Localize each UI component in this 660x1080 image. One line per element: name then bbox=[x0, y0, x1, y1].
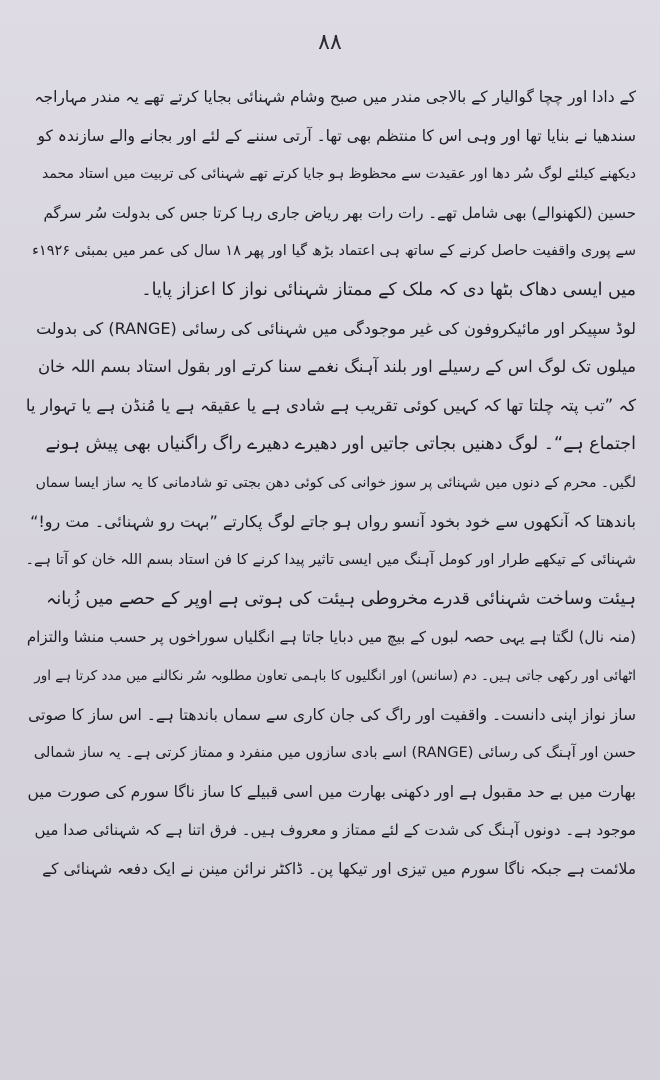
text-line: بھارت میں بے حد مقبول ہے اور دکھنی بھارت میں اسی قبیلے کا ساز ناگا سورم کی صورت میں bbox=[27, 782, 636, 801]
text-line: اجتماع ہے“۔ لوگ دھنیں بجاتی جاتیں اور دھیرے دھیرے راگ راگنیاں بھی پیش ہونے bbox=[45, 434, 636, 455]
text-line: سندھیا نے بنایا تھا اور وہی اس کا منتظم بھی تھا۔ آرتی سننے کے لئے اور بجانے والے سازندہ کو bbox=[37, 126, 636, 145]
text-line: (منہ نال) لگتا ہے یہی حصہ لبوں کے بیچ میں دبایا جاتا ہے انگلیاں سوراخوں پر حسب منشا والتزام bbox=[26, 628, 636, 647]
text-line: کے دادا اور چچا گوالیار کے بالاجی مندر میں صبح وشام شہنائی بجایا کرتے تھے یہ مندر مہاراجہ bbox=[34, 88, 636, 106]
page-text bbox=[26, 78, 636, 888]
text-line: شہنائی کے تیکھے طرار اور کومل آہنگ میں ایسی تاثیر پیدا کرنے کا فن استاد بسم اللہ خان کو آتا ہے۔ bbox=[26, 552, 636, 569]
text-line: کہ ”تب پتہ چلتا تھا کہ کہیں کوئی تقریب ہے شادی ہے یا عقیقہ ہے یا مُنڈن ہے یا تہوار یا bbox=[26, 395, 636, 415]
text-line: دیکھنے کیلئے لوگ سُر دھا اور عقیدت سے محظوظ ہو جایا کرتے تھے شہنائی کی تربیت میں استاد محمد bbox=[42, 166, 636, 183]
text-line: حسین (لکھنوالے) بھی شامل تھے۔ رات رات بھر ریاض جاری رہا کرتا جس کی بدولت سُر سرگم bbox=[43, 203, 636, 222]
text-line: ساز نواز اپنی دانست۔ واقفیت اور راگ کی جان کاری سے سماں باندھتا ہے۔ اس ساز کا صوتی bbox=[28, 705, 636, 724]
page-number: ۸۸ bbox=[318, 30, 342, 55]
section-heading-line: ہیئت وساخت شہنائی قدرے مخروطی ہیئت کی ہوتی ہے اوپر کے حصے میں زُبانہ bbox=[46, 588, 636, 609]
text-line: لوڈ سپیکر اور مائیکروفون کی غیر موجودگی میں شہنائی کی رسائی (RANGE) کی بدولت bbox=[36, 318, 636, 338]
text-line: ملائمت ہے جبکہ ناگا سورم میں تیزی اور تیکھا پن۔ ڈاکٹر نرائن مینن نے ایک دفعہ شہنائی کے bbox=[42, 859, 636, 878]
text-line: حسن اور آہنگ کی رسائی (RANGE) اسے بادی سازوں میں منفرد و ممتاز کرتی ہے۔ یہ ساز شمالی bbox=[33, 745, 636, 762]
text-line: میلوں تک لوگ اس کے رسیلے اور بلند آہنگ نغمے سنا کرتے اور بقول استاد بسم اللہ خان bbox=[37, 357, 636, 377]
text-line: باندھتا کہ آنکھوں سے خود بخود آنسو رواں ہو جاتے لوگ پکارتے ”بہت رو شہنائی۔ مت رو!“ bbox=[30, 511, 636, 531]
text-line: سے پوری واقفیت حاصل کرنے کے ساتھ ہی اعتماد بڑھ گیا اور پھر ۱۸ سال کی عمر میں بمبئی ۱۹۲۶ء bbox=[32, 243, 636, 260]
text-line: میں ایسی دھاک بٹھا دی کہ ملک کے ممتاز شہنائی نواز کا اعزاز پایا۔ bbox=[141, 279, 636, 300]
text-line: موجود ہے۔ دونوں آہنگ کی شدت کے لئے ممتاز و معروف ہیں۔ فرق اتنا ہے کہ شہنائی صدا میں bbox=[34, 821, 636, 840]
text-line: لگیں۔ محرم کے دنوں میں شہنائی پر سوز خوانی کی کوئی دھن بجتی تو شادمانی کا یہ ساز ایسا سماں bbox=[35, 474, 636, 491]
text-line: اٹھائی اور رکھی جاتی ہیں۔ دم (سانس) اور انگلیوں کا باہمی تعاون مطلوبہ سُر نکالنے میں مدد کرتا ہے اور bbox=[34, 667, 636, 684]
